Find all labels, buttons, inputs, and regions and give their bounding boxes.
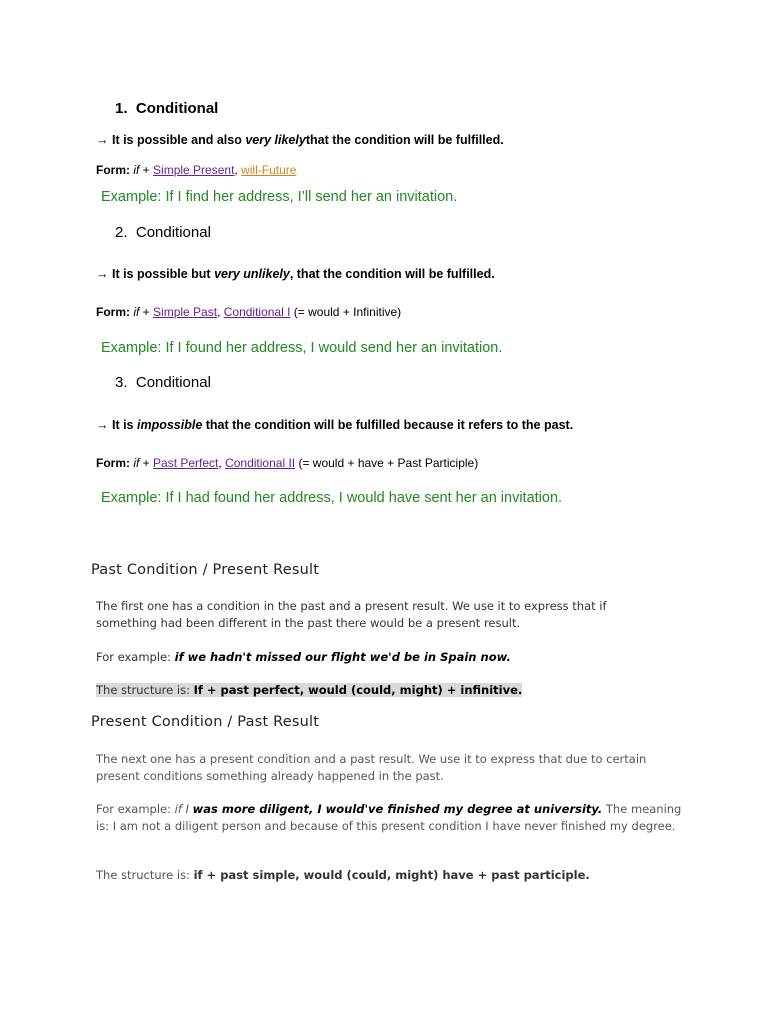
will-future-link[interactable]: will-Future xyxy=(241,163,297,177)
section-1-heading xyxy=(115,100,218,117)
section-3-rule: → It is impossible that the condition will be fulfilled because it refers to the past. xyxy=(96,418,574,432)
section-1-example: Example: If I find her address, I’ll send her an invitation. xyxy=(101,189,458,205)
section-1-title: Conditional xyxy=(135,100,219,117)
section-1-rule: → It is possible and also very likelythat the condition will be fulfilled. xyxy=(96,133,504,147)
past-condition-structure: The structure is: If + past perfect, would (could, might) + infinitive. xyxy=(96,683,523,697)
past-condition-example: For example: if we hadn't missed our flight we'd be in Spain now. xyxy=(96,650,511,664)
section-2-number: 2. xyxy=(115,224,128,241)
present-condition-desc: The next one has a present condition and a past result. We use it to express that due to certain present conditions something already happened in the past. xyxy=(96,752,647,783)
section-2-heading xyxy=(115,224,211,241)
conditional-ii-link[interactable]: Conditional II xyxy=(225,456,296,470)
section-2-rule: → It is possible but very unlikely, that the condition will be fulfilled. xyxy=(96,267,495,281)
past-perfect-link[interactable]: Past Perfect xyxy=(153,456,219,470)
present-condition-heading: Present Condition / Past Result xyxy=(91,714,320,730)
simple-past-link[interactable]: Simple Past xyxy=(153,305,218,319)
section-2-form: Form: if + Simple Past, Conditional I (= would + Infinitive) xyxy=(96,305,402,319)
section-3-number: 3. xyxy=(115,374,128,391)
section-2-title: Conditional xyxy=(135,224,211,241)
past-condition-desc: The first one has a condition in the past and a present result. We use it to express that if something had been different in the past there would be a present result. xyxy=(96,599,607,630)
section-1-number: 1. xyxy=(115,100,128,117)
simple-present-link[interactable]: Simple Present xyxy=(153,163,235,177)
section-3-heading xyxy=(115,374,211,391)
present-condition-structure: The structure is: if + past simple, would (could, might) have + past participle. xyxy=(96,868,590,882)
section-3-example: Example: If I had found her address, I would have sent her an invitation. xyxy=(101,490,563,506)
section-3-title: Conditional xyxy=(135,374,211,391)
present-condition-example: For example: if I was more diligent, I would've finished my degree at university. The meaning is: I am not a diligent person and because of this present condition I have never finished my degree. xyxy=(96,802,682,833)
section-2-example: Example: If I found her address, I would send her an invitation. xyxy=(101,340,503,356)
section-3-form: Form: if + Past Perfect, Conditional II (= would + have + Past Participle) xyxy=(96,456,479,470)
conditional-i-link[interactable]: Conditional I xyxy=(223,305,291,319)
section-1-form: Form: if + Simple Present, will-Future xyxy=(96,163,297,177)
past-condition-heading: Past Condition / Present Result xyxy=(91,562,320,578)
